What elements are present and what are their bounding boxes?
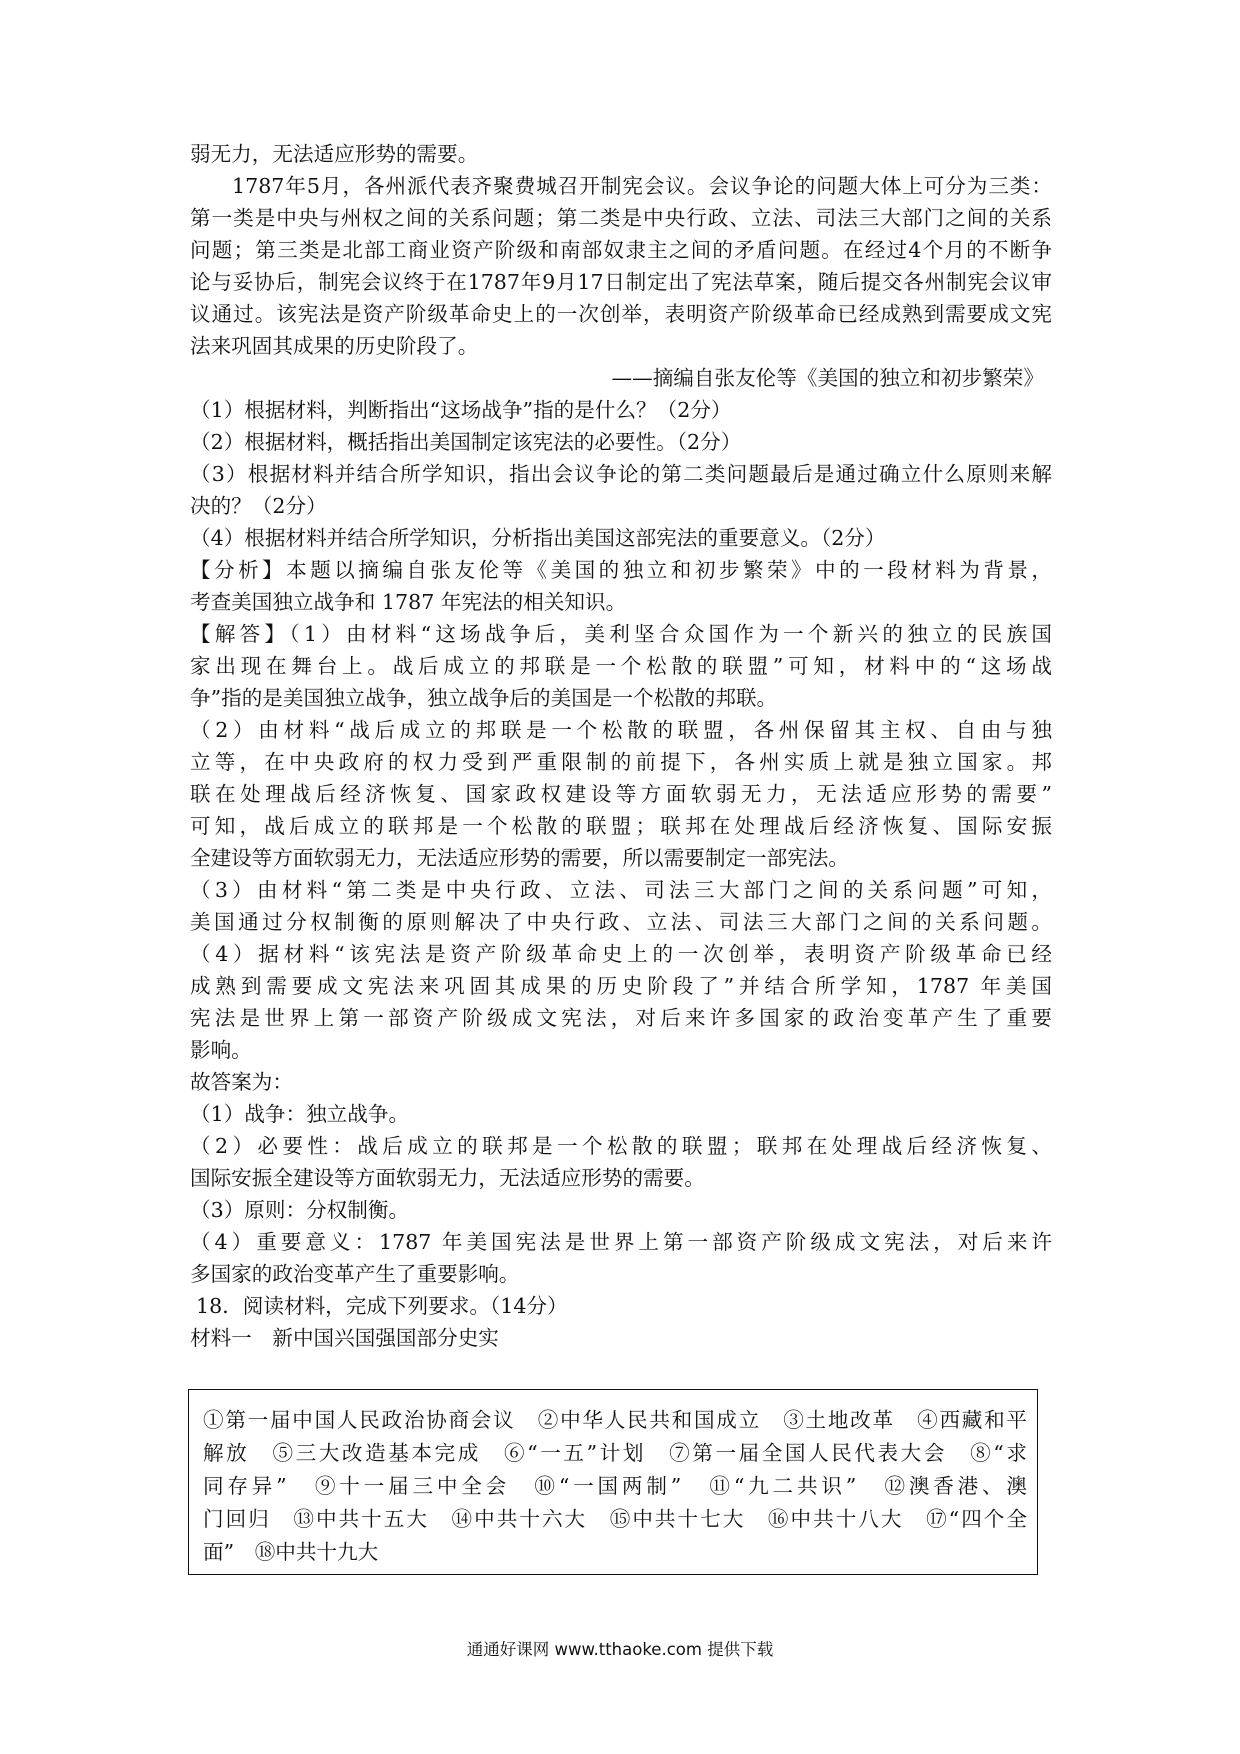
- box-line: 同存异” ⑨十一届三中全会 ⑩“一国两制” ⑪“九二共识” ⑫澳香港、澳: [203, 1474, 1027, 1498]
- text-line: （4）据材料“该宪法是资产阶级革命史上的一次创举，表明资产阶级革命已经: [190, 942, 1052, 966]
- text-line: （2）由材料“战后成立的邦联是一个松散的联盟，各州保留其主权、自由与独: [190, 718, 1052, 742]
- text-line: （3）原则：分权制衡。: [190, 1198, 410, 1222]
- text-line: （4）重要意义：1787 年美国宪法是世界上第一部资产阶级成文宪法，对后来许: [190, 1230, 1052, 1254]
- text-line: 1787年5月，各州派代表齐聚费城召开制宪会议。会议争论的问题大体上可分为三类：: [232, 174, 1052, 198]
- text-line: （2）根据材料，概括指出美国制定该宪法的必要性。（2分）: [190, 430, 742, 454]
- page-footer: 通通好课网 www.tthaoke.com 提供下载: [466, 1640, 774, 1659]
- text-line: 决的？（2分）: [190, 494, 327, 518]
- text-line: （1）战争：独立战争。: [190, 1102, 410, 1126]
- text-line: 家出现在舞台上。战后成立的邦联是一个松散的联盟”可知，材料中的“这场战: [190, 654, 1052, 678]
- text-line: 争”指的是美国独立战争，独立战争后的美国是一个松散的邦联。: [190, 686, 778, 710]
- text-line: （3）根据材料并结合所学知识，指出会议争论的第二类问题最后是通过确立什么原则来解: [190, 462, 1052, 486]
- text-line: （4）根据材料并结合所学知识，分析指出美国这部宪法的重要意义。（2分）: [190, 526, 886, 550]
- text-line: 宪法是世界上第一部资产阶级成文宪法，对后来许多国家的政治变革产生了重要: [190, 1006, 1052, 1030]
- text-line: 考查美国独立战争和 1787 年宪法的相关知识。: [190, 590, 627, 614]
- text-line: 议通过。该宪法是资产阶级革命史上的一次创举，表明资产阶级革命已经成熟到需要成文宪: [190, 302, 1052, 326]
- materials-box: [188, 1389, 1038, 1575]
- box-line: 门回归 ⑬中共十五大 ⑭中共十六大 ⑮中共十七大 ⑯中共十八大 ⑰“四个全: [203, 1507, 1027, 1531]
- text-line: 法来巩固其成果的历史阶段了。: [190, 334, 479, 358]
- text-line: 成熟到需要成文宪法来巩固其成果的历史阶段了”并结合所学知，1787 年美国: [190, 974, 1052, 998]
- box-line: 解放 ⑤三大改造基本完成 ⑥“一五”计划 ⑦第一届全国人民代表大会 ⑧“求: [203, 1441, 1027, 1465]
- text-line: 【分析】本题以摘编自张友伦等《美国的独立和初步繁荣》中的一段材料为背景，: [190, 558, 1052, 582]
- text-line: 材料一 新中国兴国强国部分史实: [190, 1326, 499, 1350]
- text-line: 全建设等方面软弱无力，无法适应形势的需要，所以需要制定一部宪法。: [190, 846, 849, 870]
- text-line: ——摘编自张友伦等《美国的独立和初步繁荣》: [611, 366, 1044, 390]
- box-line: ①第一届中国人民政治协商会议 ②中华人民共和国成立 ③土地改革 ④西藏和平: [203, 1408, 1027, 1432]
- text-line: （1）根据材料，判断指出“这场战争”指的是什么？（2分）: [190, 398, 732, 422]
- text-line: 美国通过分权制衡的原则解决了中央行政、立法、司法三大部门之间的关系问题。: [190, 910, 1052, 934]
- text-line: 多国家的政治变革产生了重要影响。: [190, 1262, 520, 1286]
- text-line: 联在处理战后经济恢复、国家政权建设等方面软弱无力，无法适应形势的需要”: [190, 782, 1052, 806]
- text-line: 可知，战后成立的联邦是一个松散的联盟；联邦在处理战后经济恢复、国际安振: [190, 814, 1052, 838]
- text-line: 弱无力，无法适应形势的需要。: [190, 142, 479, 166]
- text-line: （2）必要性：战后成立的联邦是一个松散的联盟；联邦在处理战后经济恢复、: [190, 1134, 1052, 1158]
- text-line: 第一类是中央与州权之间的关系问题；第二类是中央行政、立法、司法三大部门之间的关系: [190, 206, 1052, 230]
- text-line: 18．阅读材料，完成下列要求。（14分）: [196, 1294, 568, 1318]
- text-line: （3）由材料“第二类是中央行政、立法、司法三大部门之间的关系问题”可知，: [190, 878, 1052, 902]
- text-line: 国际安振全建设等方面软弱无力，无法适应形势的需要。: [190, 1166, 705, 1190]
- text-body: [190, 138, 1052, 1354]
- text-line: 【解答】（1）由材料“这场战争后，美利坚合众国作为一个新兴的独立的民族国: [190, 622, 1052, 646]
- box-line: 面” ⑱中共十九大: [203, 1540, 379, 1564]
- text-line: 立等，在中央政府的权力受到严重限制的前提下，各州实质上就是独立国家。邦: [190, 750, 1052, 774]
- text-line: 故答案为：: [190, 1070, 293, 1094]
- text-line: 论与妥协后，制宪会议终于在1787年9月17日制定出了宪法草案，随后提交各州制宪会议审: [190, 270, 1052, 294]
- text-line: 影响。: [190, 1038, 252, 1062]
- text-line: 问题；第三类是北部工商业资产阶级和南部奴隶主之间的矛盾问题。在经过4个月的不断争: [190, 238, 1052, 262]
